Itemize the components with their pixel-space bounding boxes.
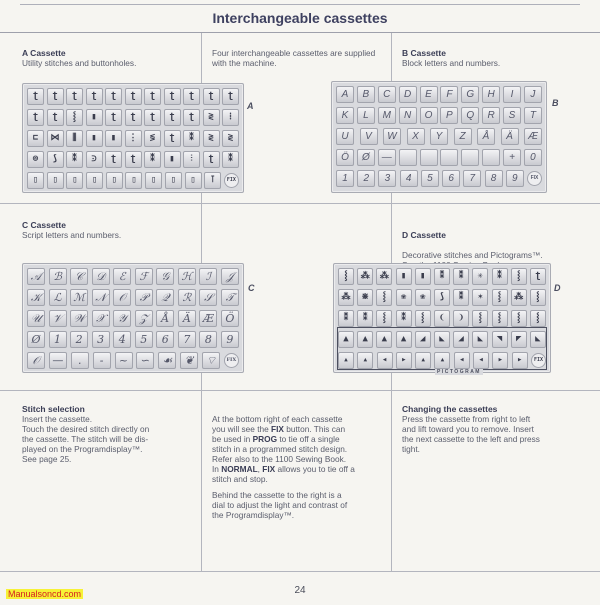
cassette-key[interactable]: ⊏: [27, 130, 44, 147]
prog-keyword: PROG: [252, 434, 278, 444]
cassette-key[interactable]: ❀: [396, 289, 412, 306]
cassette-key[interactable]: ❨: [434, 310, 450, 327]
cassette-d-desc: Decorative stitches and Pictograms™.: [402, 250, 543, 260]
cassette-a-tag: A: [247, 101, 254, 111]
fix-keyword: FIX: [262, 464, 276, 474]
cassette-key[interactable]: ◂: [473, 352, 489, 369]
cassette-key[interactable]: 𝒟: [92, 268, 110, 285]
cassette-key[interactable]: ≷: [222, 130, 239, 147]
stitch-selection-line: Touch the desired stitch directly on: [22, 424, 150, 434]
fix-button[interactable]: FIX: [531, 353, 546, 368]
cassette-key[interactable]: 𝒱: [49, 310, 67, 327]
row-divider-bottom: [0, 390, 600, 391]
cassette-key[interactable]: [482, 149, 500, 166]
cassette-key[interactable]: L: [357, 107, 375, 124]
cassette-key[interactable]: ◂: [454, 352, 470, 369]
cassette-key[interactable]: ⸾: [530, 310, 546, 327]
cassette-key[interactable]: ʈ: [27, 109, 44, 126]
cassette-key[interactable]: ▮: [415, 268, 431, 285]
cassette-key[interactable]: 9: [221, 331, 239, 348]
cassette-c-tag: C: [248, 283, 255, 293]
changing-line: tight.: [402, 444, 420, 454]
cassette-key[interactable]: ⁑: [453, 268, 469, 285]
cassette-key[interactable]: 𝒞: [70, 268, 88, 285]
cassette-key[interactable]: 6: [442, 170, 460, 187]
cassette-key[interactable]: ʈ: [125, 151, 142, 168]
cassette-key[interactable]: ʈ: [222, 88, 239, 105]
cassette-key[interactable]: ⸾: [338, 268, 354, 285]
cassette-key[interactable]: 𝒫: [135, 289, 153, 306]
cassette-key[interactable]: -: [93, 352, 111, 369]
cassette-key[interactable]: ◣: [530, 331, 546, 348]
cassette-c-desc: Script letters and numbers.: [22, 230, 122, 240]
cassette-key[interactable]: ⸾: [66, 109, 83, 126]
cassette-key[interactable]: K: [336, 107, 354, 124]
cassette-key[interactable]: X: [407, 128, 425, 145]
cassette-key[interactable]: ⫼: [66, 130, 83, 147]
cassette-key-row: [338, 310, 546, 328]
cassette-key[interactable]: ʈ: [86, 88, 103, 105]
cassette-key[interactable]: ◢: [453, 331, 469, 348]
cassette-key[interactable]: ⁑: [357, 310, 373, 327]
cassette-key[interactable]: 𝒜: [27, 268, 45, 285]
cassette-key-row: [27, 130, 239, 148]
cassette-a-title: A Cassette: [22, 48, 66, 58]
cassette-key[interactable]: 𝒢: [156, 268, 174, 285]
cassette-key-row: [27, 268, 239, 286]
cassette-key[interactable]: ⁑: [144, 151, 161, 168]
cassette-key[interactable]: G: [461, 86, 479, 103]
cassette-key[interactable]: ℳ: [70, 289, 88, 306]
changing-line: the next cassette to the left and press: [402, 434, 540, 444]
cassette-key[interactable]: ▮: [164, 151, 181, 168]
cassette-key[interactable]: ∽: [136, 352, 154, 369]
cassette-key[interactable]: ⁂: [338, 289, 354, 306]
cassette-key[interactable]: .: [71, 352, 89, 369]
cassette-key[interactable]: N: [399, 107, 417, 124]
cassette-key-row: [27, 109, 239, 127]
fix-text: ,: [257, 464, 263, 474]
cassette-key-row: [336, 170, 542, 188]
cassette-key[interactable]: ~: [115, 352, 133, 369]
cassette-key[interactable]: 𝒪: [113, 289, 131, 306]
intro-text: Four interchangeable cassettes are supplied with the machine.: [212, 48, 376, 68]
cassette-key[interactable]: ▯: [86, 172, 103, 189]
cassette-key[interactable]: 4: [400, 170, 418, 187]
fix-button[interactable]: FIX: [224, 173, 239, 188]
cassette-key[interactable]: ⋈: [47, 130, 64, 147]
cassette-d-title: D Cassette: [402, 230, 446, 240]
cassette-b-desc: Block letters and numbers.: [402, 58, 501, 68]
fix-section: [212, 414, 390, 520]
cassette-key[interactable]: Ä: [501, 128, 519, 145]
cassette-key[interactable]: Ö: [336, 149, 354, 166]
cassette-key[interactable]: ʈ: [164, 130, 181, 147]
cassette-key[interactable]: Z: [454, 128, 472, 145]
cassette-key-row: [338, 289, 546, 307]
fix-line: stitch and stop.: [212, 474, 268, 484]
changing-line: and lift toward you to remove. Insert: [402, 424, 534, 434]
cassette-key[interactable]: ▲: [357, 331, 373, 348]
footer-link[interactable]: Manualsoncd.com: [8, 589, 82, 599]
cassette-key[interactable]: ʈ: [125, 109, 142, 126]
cassette-key[interactable]: ✳: [472, 268, 488, 285]
cassette-key-row: [27, 310, 239, 328]
cassette-key[interactable]: I: [503, 86, 521, 103]
cassette-key[interactable]: ▮: [86, 130, 103, 147]
cassette-key[interactable]: ℰ: [113, 268, 131, 285]
cassette-key[interactable]: ◢: [415, 331, 431, 348]
page-header: [0, 0, 600, 33]
cassette-key[interactable]: H: [482, 86, 500, 103]
cassette-key[interactable]: E: [420, 86, 438, 103]
cassette-key[interactable]: ʈ: [164, 109, 181, 126]
cassette-key[interactable]: ▴: [357, 352, 373, 369]
cassette-key[interactable]: 0: [524, 149, 542, 166]
stitch-selection-line: See page 25.: [22, 454, 72, 464]
stitch-selection-line: Insert the cassette.: [22, 414, 93, 424]
cassette-key[interactable]: ◂: [377, 352, 393, 369]
cassette-key[interactable]: ≶: [144, 130, 161, 147]
cassette-key-row: [338, 268, 546, 286]
cassette-c-caption: [22, 220, 121, 240]
cassette-a-desc: Utility stitches and buttonholes.: [22, 58, 137, 68]
cassette-key[interactable]: 9: [506, 170, 524, 187]
fix-text: be used in: [212, 434, 253, 444]
cassette-key[interactable]: ❦: [180, 352, 198, 369]
cassette-key[interactable]: ⁑: [183, 130, 200, 147]
cassette-key[interactable]: Æ: [199, 310, 217, 327]
cassette-key[interactable]: ⸾: [376, 310, 392, 327]
changing-title: Changing the cassettes: [402, 404, 498, 414]
cassette-key[interactable]: ⟆: [434, 289, 450, 306]
cassette-key[interactable]: Ö: [221, 310, 239, 327]
pictogram-frame: [337, 327, 547, 370]
cassette-key[interactable]: Å: [477, 128, 495, 145]
cassette-key[interactable]: ▲: [376, 331, 392, 348]
cassette-key-row: [336, 128, 542, 146]
cassette-key[interactable]: ▮: [105, 130, 122, 147]
cassette-key[interactable]: 3: [92, 331, 110, 348]
cassette-key[interactable]: ⋇: [357, 289, 373, 306]
cassette-key[interactable]: 1: [336, 170, 354, 187]
cassette-key[interactable]: ▯: [27, 172, 44, 189]
cassette-key[interactable]: 1: [49, 331, 67, 348]
cassette-key[interactable]: ℛ: [178, 289, 196, 306]
cassette-key-row: [27, 88, 239, 106]
cassette-key[interactable]: ▸: [396, 352, 412, 369]
cassette-key[interactable]: ⋮: [125, 130, 142, 147]
fix-text: you will see the: [212, 424, 272, 434]
cassette-key[interactable]: ▲: [396, 331, 412, 348]
cassette-key[interactable]: 5: [135, 331, 153, 348]
cassette-key[interactable]: ✶: [472, 289, 488, 306]
cassette-key[interactable]: ʈ: [125, 88, 142, 105]
cassette-key[interactable]: 5: [421, 170, 439, 187]
cassette-key[interactable]: +: [503, 149, 521, 166]
cassette-key[interactable]: D: [399, 86, 417, 103]
cassette-key[interactable]: ℬ: [49, 268, 67, 285]
cassette-key[interactable]: ❩: [453, 310, 469, 327]
cassette-key[interactable]: 𝒰: [27, 310, 45, 327]
cassette-key[interactable]: ʈ: [144, 109, 161, 126]
cassette-key[interactable]: 8: [199, 331, 217, 348]
cassette-key[interactable]: J: [524, 86, 542, 103]
cassette-key[interactable]: [420, 149, 438, 166]
cassette-c-title: C Cassette: [22, 220, 66, 230]
cassette-key[interactable]: ◣: [472, 331, 488, 348]
fix-text: In: [212, 464, 222, 474]
changing-line: Press the cassette from right to left: [402, 414, 531, 424]
cassette-key[interactable]: ⁂: [357, 268, 373, 285]
cassette-key[interactable]: ⊚: [27, 151, 44, 168]
cassette-key[interactable]: 2: [70, 331, 88, 348]
footer-divider: [0, 571, 600, 572]
cassette-key[interactable]: ▯: [165, 172, 182, 189]
cassette-key[interactable]: ℋ: [178, 268, 196, 285]
cassette-key[interactable]: V: [360, 128, 378, 145]
cassette-key[interactable]: ☙: [158, 352, 176, 369]
cassette-key[interactable]: ≷: [203, 130, 220, 147]
normal-keyword: NORMAL: [221, 464, 258, 474]
cassette-key[interactable]: ʈ: [183, 88, 200, 105]
cassette-key[interactable]: 𝒵: [135, 310, 153, 327]
cassette-key[interactable]: —: [378, 149, 396, 166]
cassette-key[interactable]: ⁑: [453, 289, 469, 306]
cassette-key[interactable]: Æ: [524, 128, 542, 145]
cassette-key[interactable]: 𝒯: [221, 289, 239, 306]
cassette-key[interactable]: ⸾: [415, 310, 431, 327]
cassette-key[interactable]: ⸾: [511, 310, 527, 327]
cassette-key[interactable]: [461, 149, 479, 166]
cassette-key[interactable]: ⁂: [376, 268, 392, 285]
cassette-key[interactable]: 4: [113, 331, 131, 348]
cassette-key[interactable]: 𝒬: [156, 289, 174, 306]
cassette-d-tag: D: [554, 283, 561, 293]
cassette-b[interactable]: [331, 81, 547, 193]
cassette-key[interactable]: 7: [463, 170, 481, 187]
cassette-key[interactable]: ʈ: [183, 109, 200, 126]
cassette-key[interactable]: Ä: [178, 310, 196, 327]
fix-line: stitch in a programmed stitch design.: [212, 444, 348, 454]
page-title: Interchangeable cassettes: [212, 10, 388, 26]
cassette-key[interactable]: 8: [485, 170, 503, 187]
cassette-key[interactable]: ▴: [338, 352, 354, 369]
cassette-key[interactable]: ⁑: [66, 151, 83, 168]
cassette-key[interactable]: ℐ: [199, 268, 217, 285]
cassette-key[interactable]: W: [383, 128, 401, 145]
cassette-key[interactable]: Å: [156, 310, 174, 327]
cassette-key[interactable]: A: [336, 86, 354, 103]
cassette-key[interactable]: 𝒪: [27, 352, 45, 369]
fix-line: the Programdisplay™.: [212, 510, 295, 520]
cassette-key[interactable]: ⁑: [338, 310, 354, 327]
cassette-key[interactable]: ⸾: [511, 268, 527, 285]
fix-button[interactable]: FIX: [527, 171, 542, 186]
cassette-key[interactable]: ⸾: [472, 310, 488, 327]
page-number: 24: [294, 585, 306, 596]
cassette-key[interactable]: ʈ: [203, 88, 220, 105]
cassette-key[interactable]: [440, 149, 458, 166]
cassette-key[interactable]: ⁑: [434, 268, 450, 285]
cassette-key-row: [336, 107, 542, 125]
fix-line: [212, 434, 390, 444]
cassette-key[interactable]: 𝒲: [70, 310, 88, 327]
header-rule: [20, 4, 580, 5]
cassette-b-tag: B: [552, 98, 559, 108]
cassette-key[interactable]: Ø: [357, 149, 375, 166]
cassette-key[interactable]: —: [49, 352, 67, 369]
cassette-key[interactable]: Y: [430, 128, 448, 145]
cassette-key[interactable]: O: [420, 107, 438, 124]
stitch-selection: [22, 404, 197, 464]
cassette-key[interactable]: S: [503, 107, 521, 124]
fix-line: dial to adjust the light and contrast of: [212, 500, 348, 510]
cassette-key[interactable]: 𝒳: [92, 310, 110, 327]
cassette-key[interactable]: 𝒩: [92, 289, 110, 306]
cassette-key[interactable]: ʈ: [105, 151, 122, 168]
cassette-key[interactable]: [399, 149, 417, 166]
cassette-key[interactable]: ❀: [415, 289, 431, 306]
cassette-key[interactable]: ⁑: [222, 151, 239, 168]
fix-line: Refer also to the 1100 Sewing Book.: [212, 454, 347, 464]
cassette-key[interactable]: ▯: [145, 172, 162, 189]
cassette-key[interactable]: ⁑: [492, 268, 508, 285]
cassette-key-row: [336, 149, 542, 167]
pictogram-label: PICTOGRAM: [437, 369, 481, 375]
cassette-key-row: [27, 151, 239, 169]
fix-button[interactable]: FIX: [224, 353, 239, 368]
cassette-a[interactable]: [22, 83, 244, 193]
cassette-key[interactable]: ▴: [415, 352, 431, 369]
cassette-key[interactable]: ʈ: [144, 88, 161, 105]
cassette-key-row: [336, 86, 542, 104]
fix-text: allows you to tie off a: [275, 464, 355, 474]
cassette-key[interactable]: ▮: [396, 268, 412, 285]
fix-text: to tie off a single: [277, 434, 340, 444]
cassette-key[interactable]: ▯: [106, 172, 123, 189]
fix-text: button. This can: [283, 424, 346, 434]
cassette-key[interactable]: ⊺: [204, 172, 221, 189]
cassette-key[interactable]: ʈ: [47, 88, 64, 105]
cassette-key[interactable]: ◣: [434, 331, 450, 348]
stitch-selection-line: the cassette. The stitch will be dis-: [22, 434, 149, 444]
cassette-key[interactable]: ▸: [492, 352, 508, 369]
cassette-key[interactable]: ≷: [203, 109, 220, 126]
cassette-key[interactable]: Ø: [27, 331, 45, 348]
cassette-key[interactable]: ⁞: [222, 109, 239, 126]
cassette-key[interactable]: 𝒴: [113, 310, 131, 327]
cassette-key-row: [27, 352, 239, 370]
cassette-key[interactable]: ◤: [511, 331, 527, 348]
cassette-key[interactable]: P: [440, 107, 458, 124]
fix-line: [212, 464, 390, 474]
cassette-b-title: B Cassette: [402, 48, 446, 58]
fix-line: [212, 424, 390, 434]
fix-line: At the bottom right of each cassette: [212, 414, 343, 424]
cassette-key[interactable]: ʈ: [203, 151, 220, 168]
cassette-key-row: [27, 331, 239, 349]
changing-cassettes: [402, 404, 592, 454]
cassette-key[interactable]: B: [357, 86, 375, 103]
cassette-key[interactable]: ▯: [185, 172, 202, 189]
cassette-key[interactable]: C: [378, 86, 396, 103]
cassette-key[interactable]: 𝒥: [221, 268, 239, 285]
cassette-key[interactable]: ⁑: [396, 310, 412, 327]
cassette-key[interactable]: Q: [461, 107, 479, 124]
cassette-key[interactable]: ▮: [86, 109, 103, 126]
cassette-key[interactable]: ▴: [434, 352, 450, 369]
cassette-key[interactable]: ʈ: [27, 88, 44, 105]
cassette-key[interactable]: ℱ: [135, 268, 153, 285]
cassette-key[interactable]: ▯: [47, 172, 64, 189]
cassette-c[interactable]: [22, 263, 244, 373]
cassette-key[interactable]: ▯: [66, 172, 83, 189]
cassette-key[interactable]: ⸾: [530, 289, 546, 306]
cassette-key[interactable]: 𝒮: [199, 289, 217, 306]
row-divider-top: [0, 203, 600, 204]
cassette-key[interactable]: ⸾: [376, 289, 392, 306]
cassette-key[interactable]: ℒ: [49, 289, 67, 306]
cassette-a-caption: [22, 48, 136, 68]
cassette-key[interactable]: ▲: [338, 331, 354, 348]
cassette-key[interactable]: ◥: [492, 331, 508, 348]
cassette-b-caption: [402, 48, 500, 68]
cassette-key[interactable]: ⪾: [86, 151, 103, 168]
cassette-key[interactable]: M: [378, 107, 396, 124]
cassette-key-row: [27, 289, 239, 307]
cassette-key-row: [27, 172, 239, 190]
cassette-key[interactable]: ʈ: [164, 88, 181, 105]
cassette-key[interactable]: F: [440, 86, 458, 103]
cassette-key[interactable]: ⟆: [47, 151, 64, 168]
cassette-key[interactable]: ʈ: [105, 88, 122, 105]
cassette-key[interactable]: ⁂: [511, 289, 527, 306]
cassette-key[interactable]: ⫶: [183, 151, 200, 168]
cassette-key[interactable]: ▸: [512, 352, 528, 369]
stitch-selection-title: Stitch selection: [22, 404, 85, 414]
cassette-key[interactable]: ⌔: [202, 352, 220, 369]
cassette-key[interactable]: ⸾: [492, 289, 508, 306]
cassette-key[interactable]: ʈ: [105, 109, 122, 126]
cassette-key[interactable]: U: [336, 128, 354, 145]
cassette-key[interactable]: 7: [178, 331, 196, 348]
cassette-key[interactable]: ▯: [125, 172, 142, 189]
stitch-selection-line: played on the Programdisplay™.: [22, 444, 143, 454]
cassette-key[interactable]: ʈ: [47, 109, 64, 126]
cassette-key[interactable]: ʈ: [530, 268, 546, 285]
cassette-key[interactable]: R: [482, 107, 500, 124]
cassette-key[interactable]: ʈ: [66, 88, 83, 105]
cassette-key[interactable]: 𝒦: [27, 289, 45, 306]
cassette-key[interactable]: 6: [156, 331, 174, 348]
cassette-key[interactable]: 3: [378, 170, 396, 187]
fix-keyword: FIX: [271, 424, 284, 434]
cassette-key[interactable]: ⸾: [492, 310, 508, 327]
fix-line: Behind the cassette to the right is a: [212, 490, 342, 500]
cassette-key[interactable]: 2: [357, 170, 375, 187]
cassette-key[interactable]: T: [524, 107, 542, 124]
